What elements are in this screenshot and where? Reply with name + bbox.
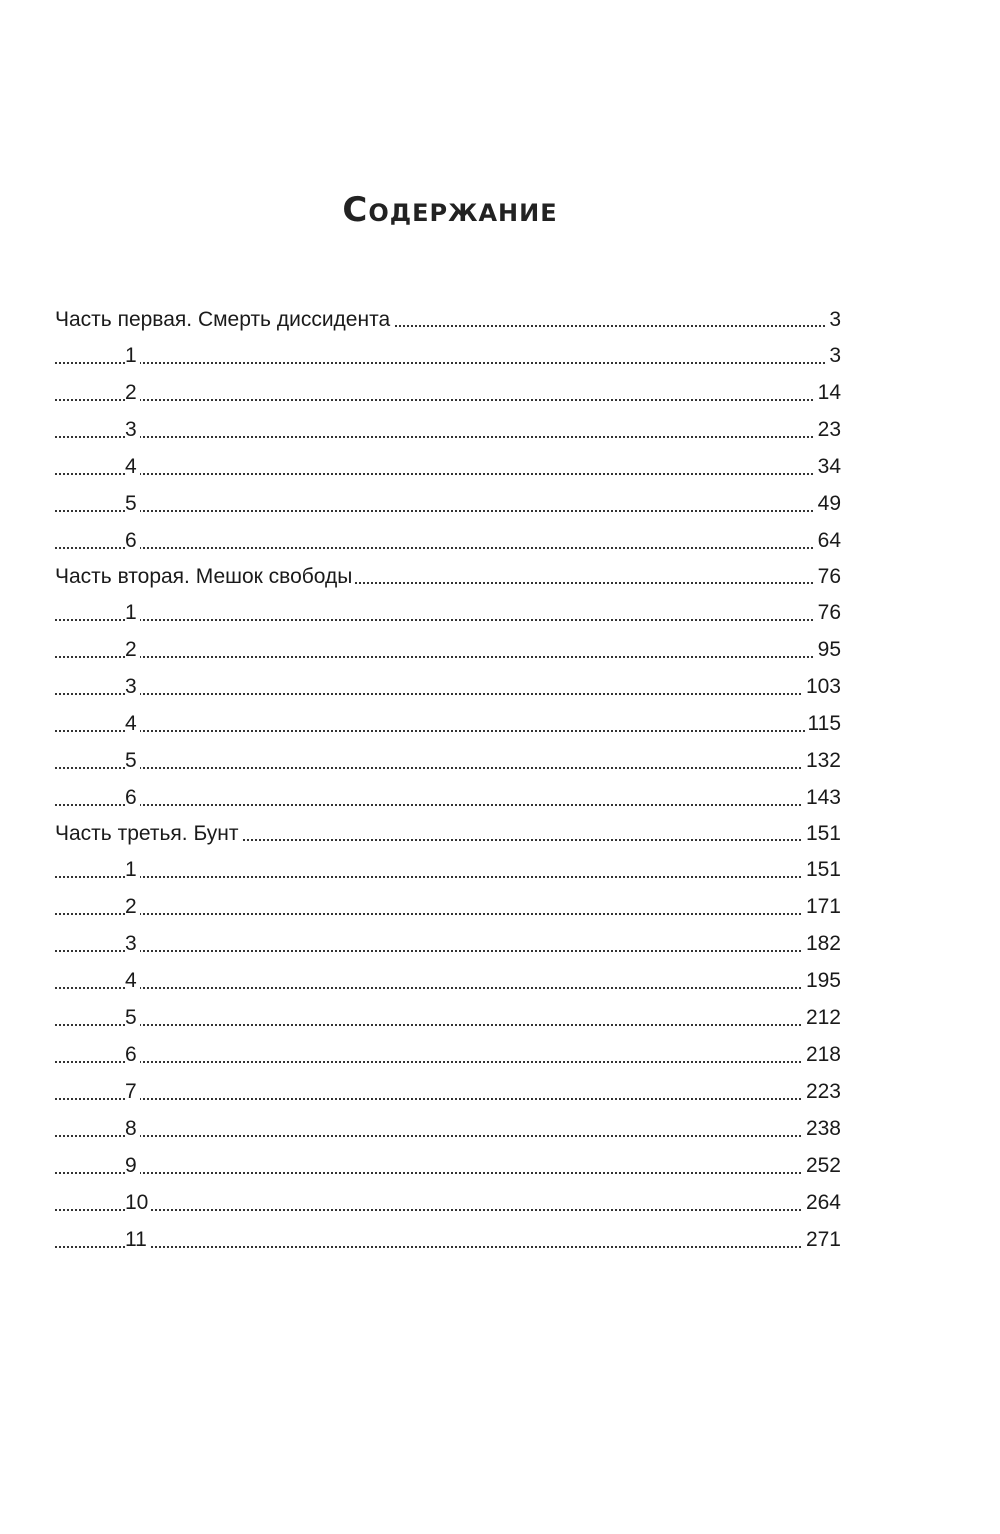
dot-leader [55, 436, 841, 438]
toc-page-number: 95 [815, 631, 841, 668]
toc-chapter-entry [55, 1221, 841, 1258]
toc-entry-label: Часть вторая. Мешок свободы [55, 565, 355, 588]
dot-leader [55, 399, 841, 401]
dot-leader [55, 1135, 841, 1137]
toc-page-number: 64 [815, 522, 841, 559]
toc-entry-label: 1 [125, 344, 140, 367]
toc-entry-label: 8 [125, 1117, 140, 1140]
toc-chapter-entry [55, 594, 841, 631]
toc-page-number: 238 [803, 1110, 841, 1147]
toc-chapter-entry [55, 1036, 841, 1073]
dot-leader [55, 619, 841, 621]
toc-entry-label: 2 [125, 638, 140, 661]
toc-entry-label: 5 [125, 749, 140, 772]
toc-chapter-entry [55, 631, 841, 668]
toc-chapter-entry [55, 411, 841, 448]
toc-page-number: 14 [815, 374, 841, 411]
toc-entry-label: 9 [125, 1154, 140, 1177]
toc-entry-label: 4 [125, 969, 140, 992]
toc-page-number: 3 [826, 337, 841, 374]
toc-entry-label: Часть первая. Смерть диссидента [55, 308, 393, 331]
table-of-contents [55, 302, 841, 1258]
toc-chapter-entry [55, 851, 841, 888]
toc-entry-label: 5 [125, 1006, 140, 1029]
dot-leader [55, 362, 841, 364]
dot-leader [55, 767, 841, 769]
toc-section-entry [55, 559, 841, 594]
toc-chapter-entry [55, 1147, 841, 1184]
dot-leader [55, 693, 841, 695]
toc-entry-label: 11 [125, 1228, 150, 1251]
dot-leader [55, 913, 841, 915]
dot-leader [55, 547, 841, 549]
toc-entry-label: 1 [125, 601, 140, 624]
toc-entry-label: 3 [125, 418, 140, 441]
toc-entry-label: 6 [125, 786, 140, 809]
dot-leader [55, 950, 841, 952]
dot-leader [55, 730, 841, 732]
toc-page-number: 76 [815, 559, 841, 594]
toc-section-entry [55, 816, 841, 851]
dot-leader [55, 987, 841, 989]
toc-page-number: 264 [803, 1184, 841, 1221]
toc-chapter-entry [55, 522, 841, 559]
toc-chapter-entry [55, 337, 841, 374]
toc-chapter-entry [55, 1184, 841, 1221]
dot-leader [55, 510, 841, 512]
toc-entry-label: 4 [125, 455, 140, 478]
toc-page-number: 223 [803, 1073, 841, 1110]
toc-entry-label: 2 [125, 895, 140, 918]
toc-section-entry [55, 302, 841, 337]
dot-leader [55, 1209, 841, 1211]
toc-chapter-entry [55, 705, 841, 742]
dot-leader [55, 1098, 841, 1100]
toc-page-number: 103 [803, 668, 841, 705]
toc-page-number: 3 [826, 302, 841, 337]
toc-chapter-entry [55, 962, 841, 999]
toc-entry-label: 6 [125, 529, 140, 552]
toc-chapter-entry [55, 448, 841, 485]
toc-chapter-entry [55, 999, 841, 1036]
toc-page-number: 271 [803, 1221, 841, 1258]
toc-page-number: 151 [803, 816, 841, 851]
toc-chapter-entry [55, 1073, 841, 1110]
toc-entry-label: 3 [125, 932, 140, 955]
toc-page-number: 151 [803, 851, 841, 888]
dot-leader [55, 876, 841, 878]
toc-chapter-entry [55, 742, 841, 779]
toc-page-number: 195 [803, 962, 841, 999]
dot-leader [55, 473, 841, 475]
toc-entry-label: 1 [125, 858, 140, 881]
toc-entry-label: 2 [125, 381, 140, 404]
toc-page-number: 212 [803, 999, 841, 1036]
toc-chapter-entry [55, 888, 841, 925]
toc-page-number: 182 [803, 925, 841, 962]
toc-entry-label: 4 [125, 712, 140, 735]
dot-leader [55, 1172, 841, 1174]
dot-leader [55, 656, 841, 658]
toc-chapter-entry [55, 779, 841, 816]
toc-page-number: 218 [803, 1036, 841, 1073]
toc-entry-label: 5 [125, 492, 140, 515]
toc-page-number: 132 [803, 742, 841, 779]
toc-chapter-entry [55, 925, 841, 962]
toc-page-number: 115 [805, 705, 841, 742]
toc-chapter-entry [55, 1110, 841, 1147]
toc-entry-label: 6 [125, 1043, 140, 1066]
toc-chapter-entry [55, 485, 841, 522]
toc-entry-label: 7 [125, 1080, 140, 1103]
toc-page-number: 23 [815, 411, 841, 448]
toc-entry-label: 3 [125, 675, 140, 698]
toc-chapter-entry [55, 668, 841, 705]
toc-entry-label: 10 [125, 1191, 151, 1214]
toc-entry-label: Часть третья. Бунт [55, 822, 241, 845]
page-title: Содержание [342, 190, 558, 230]
toc-page-number: 252 [803, 1147, 841, 1184]
toc-chapter-entry [55, 374, 841, 411]
dot-leader [55, 1061, 841, 1063]
dot-leader [55, 1246, 841, 1248]
toc-page-number: 34 [815, 448, 841, 485]
toc-page-number: 49 [815, 485, 841, 522]
toc-page-number: 143 [803, 779, 841, 816]
dot-leader [55, 1024, 841, 1026]
toc-page-number: 171 [803, 888, 841, 925]
dot-leader [55, 804, 841, 806]
toc-page-number: 76 [815, 594, 841, 631]
